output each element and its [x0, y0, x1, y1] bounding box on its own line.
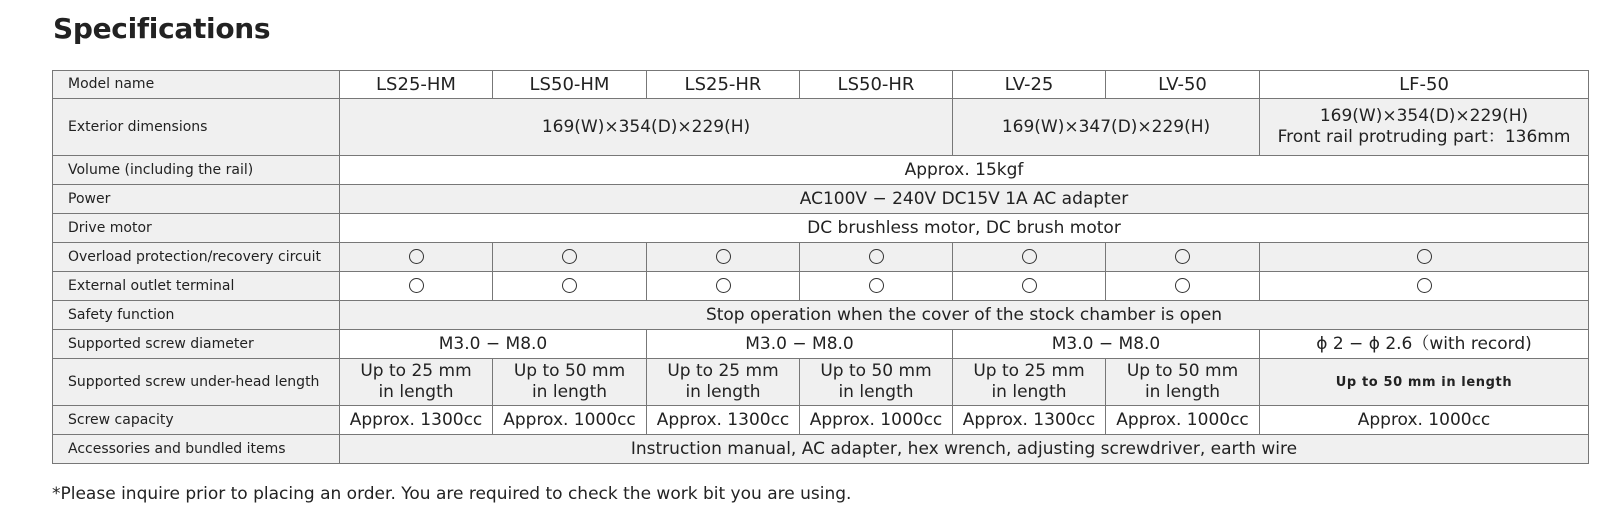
model-header: LF-50 [1260, 71, 1589, 99]
cell-capacity: Approx. 1300cc [953, 406, 1106, 435]
model-header: LS50-HM [493, 71, 647, 99]
row-accessories [53, 435, 1589, 464]
row-overload [53, 243, 1589, 272]
row-label: Model name [53, 71, 340, 99]
cell-capacity: Approx. 1000cc [1260, 406, 1589, 435]
row-model-name [53, 71, 1589, 99]
row-exterior-dimensions [53, 99, 1589, 156]
row-label: Volume (including the rail) [53, 156, 340, 185]
cell-capacity: Approx. 1300cc [340, 406, 493, 435]
row-screw-diameter [53, 330, 1589, 359]
cell-external-outlet [340, 272, 493, 301]
footnote: *Please inquire prior to placing an order. You are required to check the work bit you are using. [52, 484, 852, 504]
row-label: Power [53, 185, 340, 214]
cell-drive-motor: DC brushless motor, DC brush motor [340, 214, 1589, 243]
row-under-head-length [53, 359, 1589, 406]
cell-under-head [953, 359, 1106, 406]
cell-overload [340, 243, 493, 272]
cell-line: in length [378, 382, 454, 402]
cell-capacity: Approx. 1300cc [647, 406, 800, 435]
cell-line: Up to 25 mm [973, 361, 1085, 381]
cell-capacity: Approx. 1000cc [800, 406, 953, 435]
cell-under-head [800, 359, 953, 406]
circle-mark-icon [1022, 249, 1037, 264]
specifications-table [52, 70, 1589, 464]
cell-under-head-lf: Up to 50 mm in length [1260, 359, 1589, 406]
cell-overload [647, 243, 800, 272]
row-label: Screw capacity [53, 406, 340, 435]
cell-under-head [647, 359, 800, 406]
row-volume [53, 156, 1589, 185]
row-safety [53, 301, 1589, 330]
cell-diameter-ls-hr: M3.0 − M8.0 [647, 330, 953, 359]
cell-diameter-lv: M3.0 − M8.0 [953, 330, 1260, 359]
circle-mark-icon [869, 278, 884, 293]
cell-overload [1260, 243, 1589, 272]
model-header: LV-25 [953, 71, 1106, 99]
cell-exterior-ls: 169(W)×354(D)×229(H) [340, 99, 953, 156]
page-title: Specifications [53, 12, 271, 45]
row-label: Supported screw diameter [53, 330, 340, 359]
cell-line: Front rail protruding part：136mm [1277, 127, 1571, 147]
circle-mark-icon [1417, 249, 1432, 264]
cell-external-outlet [800, 272, 953, 301]
cell-line: in length [531, 382, 608, 402]
circle-mark-icon [1175, 249, 1190, 264]
cell-capacity: Approx. 1000cc [493, 406, 647, 435]
model-header: LS25-HM [340, 71, 493, 99]
row-label: Supported screw under-head length [53, 359, 340, 406]
cell-line: Up to 25 mm [360, 361, 472, 381]
row-drive-motor [53, 214, 1589, 243]
cell-line: in length [1144, 382, 1221, 402]
cell-external-outlet [1260, 272, 1589, 301]
circle-mark-icon [1417, 278, 1432, 293]
circle-mark-icon [716, 278, 731, 293]
circle-mark-icon [1022, 278, 1037, 293]
row-screw-capacity [53, 406, 1589, 435]
cell-line: in length [838, 382, 914, 402]
circle-mark-icon [562, 278, 577, 293]
circle-mark-icon [716, 249, 731, 264]
cell-exterior-lf [1260, 99, 1589, 156]
circle-mark-icon [409, 278, 424, 293]
row-label: Drive motor [53, 214, 340, 243]
model-header: LV-50 [1106, 71, 1260, 99]
cell-overload [800, 243, 953, 272]
circle-mark-icon [562, 249, 577, 264]
cell-line: Up to 50 mm [820, 361, 932, 381]
cell-power: AC100V − 240V DC15V 1A AC adapter [340, 185, 1589, 214]
cell-under-head [1106, 359, 1260, 406]
cell-external-outlet [953, 272, 1106, 301]
cell-external-outlet [1106, 272, 1260, 301]
cell-external-outlet [493, 272, 647, 301]
row-external-outlet [53, 272, 1589, 301]
cell-overload [493, 243, 647, 272]
circle-mark-icon [409, 249, 424, 264]
cell-capacity: Approx. 1000cc [1106, 406, 1260, 435]
row-label: External outlet terminal [53, 272, 340, 301]
circle-mark-icon [1175, 278, 1190, 293]
row-power [53, 185, 1589, 214]
cell-volume: Approx. 15kgf [340, 156, 1589, 185]
cell-accessories: Instruction manual, AC adapter, hex wrench, adjusting screwdriver, earth wire [340, 435, 1589, 464]
model-header: LS25-HR [647, 71, 800, 99]
cell-overload [953, 243, 1106, 272]
cell-under-head [493, 359, 647, 406]
cell-diameter-lf: ϕ 2 − ϕ 2.6（with record) [1260, 330, 1589, 359]
cell-safety: Stop operation when the cover of the stock chamber is open [340, 301, 1589, 330]
cell-overload [1106, 243, 1260, 272]
cell-line: Up to 50 mm [1126, 361, 1239, 381]
cell-line: in length [991, 382, 1067, 402]
row-label: Overload protection/recovery circuit [53, 243, 340, 272]
cell-line: Up to 25 mm [667, 361, 779, 381]
cell-exterior-lv: 169(W)×347(D)×229(H) [953, 99, 1260, 156]
cell-line: 169(W)×354(D)×229(H) [1319, 106, 1529, 126]
cell-external-outlet [647, 272, 800, 301]
row-label: Safety function [53, 301, 340, 330]
circle-mark-icon [869, 249, 884, 264]
cell-diameter-ls-hm: M3.0 − M8.0 [340, 330, 647, 359]
model-header: LS50-HR [800, 71, 953, 99]
cell-line: Up to 50 mm [513, 361, 626, 381]
row-label: Exterior dimensions [53, 99, 340, 156]
row-label: Accessories and bundled items [53, 435, 340, 464]
cell-under-head [340, 359, 493, 406]
cell-line: in length [685, 382, 761, 402]
